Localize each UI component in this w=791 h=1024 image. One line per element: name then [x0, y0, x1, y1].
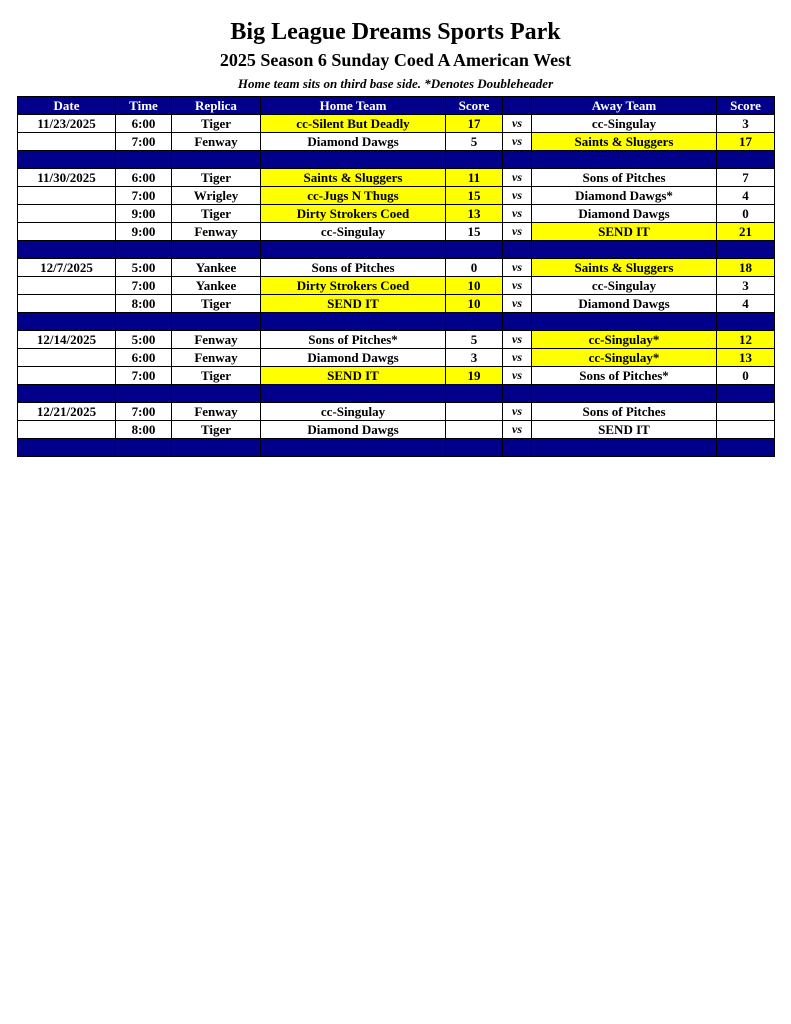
- column-header-home-score: Score: [446, 97, 503, 115]
- cell-home-score: [446, 403, 503, 421]
- cell-away-score: 13: [717, 349, 775, 367]
- cell-date: 11/30/2025: [18, 169, 116, 187]
- cell-away-team: SEND IT: [532, 421, 717, 439]
- cell-date: [18, 349, 116, 367]
- cell-away-team: SEND IT: [532, 223, 717, 241]
- cell-away-score: 0: [717, 367, 775, 385]
- cell-away-team: Saints & Sluggers: [532, 133, 717, 151]
- schedule-table: [17, 96, 775, 457]
- week-separator-row: [18, 385, 775, 403]
- cell-home-team: SEND IT: [261, 367, 446, 385]
- cell-home-team: Diamond Dawgs: [261, 349, 446, 367]
- cell-replica: Fenway: [172, 133, 261, 151]
- cell-home-team: cc-Jugs N Thugs: [261, 187, 446, 205]
- week-separator-row: [18, 241, 775, 259]
- table-header-row: [18, 97, 775, 115]
- table-row: [18, 421, 775, 439]
- table-row: [18, 223, 775, 241]
- cell-replica: Tiger: [172, 205, 261, 223]
- cell-time: 5:00: [116, 331, 172, 349]
- cell-home-score: 0: [446, 259, 503, 277]
- cell-time: 6:00: [116, 349, 172, 367]
- column-header-away-score: Score: [717, 97, 775, 115]
- cell-replica: Fenway: [172, 331, 261, 349]
- cell-vs: vs: [503, 421, 532, 439]
- table-row: [18, 331, 775, 349]
- cell-away-team: Diamond Dawgs: [532, 295, 717, 313]
- cell-home-score: [446, 421, 503, 439]
- cell-home-team: Sons of Pitches: [261, 259, 446, 277]
- cell-vs: vs: [503, 187, 532, 205]
- cell-away-team: Saints & Sluggers: [532, 259, 717, 277]
- cell-away-score: 0: [717, 205, 775, 223]
- page-title: Big League Dreams Sports Park: [230, 19, 561, 45]
- cell-away-team: cc-Singulay: [532, 115, 717, 133]
- cell-away-team: Diamond Dawgs*: [532, 187, 717, 205]
- cell-time: 6:00: [116, 169, 172, 187]
- cell-home-team: Diamond Dawgs: [261, 133, 446, 151]
- cell-vs: vs: [503, 331, 532, 349]
- cell-date: [18, 133, 116, 151]
- cell-away-team: cc-Singulay*: [532, 331, 717, 349]
- cell-home-score: 5: [446, 331, 503, 349]
- cell-date: [18, 421, 116, 439]
- cell-date: [18, 367, 116, 385]
- cell-away-team: cc-Singulay*: [532, 349, 717, 367]
- cell-replica: Fenway: [172, 349, 261, 367]
- cell-away-score: 3: [717, 277, 775, 295]
- cell-date: [18, 205, 116, 223]
- cell-away-score: 21: [717, 223, 775, 241]
- cell-date: 12/14/2025: [18, 331, 116, 349]
- cell-vs: vs: [503, 403, 532, 421]
- cell-date: [18, 277, 116, 295]
- cell-vs: vs: [503, 295, 532, 313]
- cell-date: [18, 295, 116, 313]
- cell-away-team: Sons of Pitches: [532, 169, 717, 187]
- cell-home-score: 11: [446, 169, 503, 187]
- cell-home-team: Saints & Sluggers: [261, 169, 446, 187]
- week-separator-row: [18, 439, 775, 457]
- cell-vs: vs: [503, 259, 532, 277]
- cell-vs: vs: [503, 277, 532, 295]
- week-separator-row: [18, 151, 775, 169]
- cell-time: 7:00: [116, 277, 172, 295]
- cell-away-team: cc-Singulay: [532, 277, 717, 295]
- cell-vs: vs: [503, 169, 532, 187]
- cell-home-score: 13: [446, 205, 503, 223]
- cell-home-team: cc-Singulay: [261, 223, 446, 241]
- cell-away-score: 7: [717, 169, 775, 187]
- cell-home-team: Diamond Dawgs: [261, 421, 446, 439]
- column-header-replica: Replica: [172, 97, 261, 115]
- cell-replica: Tiger: [172, 295, 261, 313]
- table-row: [18, 277, 775, 295]
- cell-replica: Tiger: [172, 367, 261, 385]
- table-row: [18, 187, 775, 205]
- cell-home-team: cc-Silent But Deadly: [261, 115, 446, 133]
- cell-replica: Yankee: [172, 259, 261, 277]
- cell-away-score: 4: [717, 295, 775, 313]
- cell-replica: Yankee: [172, 277, 261, 295]
- cell-time: 6:00: [116, 115, 172, 133]
- column-header-date: Date: [18, 97, 116, 115]
- cell-time: 9:00: [116, 205, 172, 223]
- table-row: [18, 169, 775, 187]
- cell-home-team: Sons of Pitches*: [261, 331, 446, 349]
- cell-time: 5:00: [116, 259, 172, 277]
- cell-home-team: SEND IT: [261, 295, 446, 313]
- cell-away-score: 17: [717, 133, 775, 151]
- cell-date: 12/7/2025: [18, 259, 116, 277]
- cell-home-score: 15: [446, 187, 503, 205]
- cell-away-team: Diamond Dawgs: [532, 205, 717, 223]
- cell-home-score: 19: [446, 367, 503, 385]
- cell-vs: vs: [503, 205, 532, 223]
- cell-away-score: 4: [717, 187, 775, 205]
- cell-home-score: 3: [446, 349, 503, 367]
- table-row: [18, 349, 775, 367]
- cell-date: [18, 187, 116, 205]
- cell-home-team: Dirty Strokers Coed: [261, 205, 446, 223]
- cell-vs: vs: [503, 133, 532, 151]
- cell-vs: vs: [503, 223, 532, 241]
- cell-away-score: 12: [717, 331, 775, 349]
- cell-replica: Fenway: [172, 403, 261, 421]
- table-row: [18, 259, 775, 277]
- column-header-home-team: Home Team: [261, 97, 446, 115]
- cell-away-score: 3: [717, 115, 775, 133]
- cell-time: 8:00: [116, 295, 172, 313]
- cell-away-score: [717, 421, 775, 439]
- cell-replica: Fenway: [172, 223, 261, 241]
- table-row: [18, 403, 775, 421]
- page-subtitle: 2025 Season 6 Sunday Coed A American West: [219, 50, 572, 70]
- schedule-note: Home team sits on third base side. *Denotes Doubleheader: [237, 76, 554, 91]
- cell-home-score: 10: [446, 295, 503, 313]
- cell-time: 7:00: [116, 133, 172, 151]
- column-header-time: Time: [116, 97, 172, 115]
- column-header-vs: [503, 97, 532, 115]
- cell-away-team: Sons of Pitches*: [532, 367, 717, 385]
- cell-home-score: 17: [446, 115, 503, 133]
- table-row: [18, 205, 775, 223]
- cell-time: 9:00: [116, 223, 172, 241]
- cell-away-score: [717, 403, 775, 421]
- cell-replica: Tiger: [172, 169, 261, 187]
- cell-home-team: Dirty Strokers Coed: [261, 277, 446, 295]
- table-row: [18, 367, 775, 385]
- cell-home-score: 10: [446, 277, 503, 295]
- cell-time: 7:00: [116, 187, 172, 205]
- table-row: [18, 295, 775, 313]
- cell-date: [18, 223, 116, 241]
- cell-away-score: 18: [717, 259, 775, 277]
- cell-time: 7:00: [116, 367, 172, 385]
- cell-home-score: 15: [446, 223, 503, 241]
- cell-vs: vs: [503, 367, 532, 385]
- cell-home-team: cc-Singulay: [261, 403, 446, 421]
- cell-replica: Tiger: [172, 115, 261, 133]
- cell-away-team: Sons of Pitches: [532, 403, 717, 421]
- cell-vs: vs: [503, 115, 532, 133]
- week-separator-row: [18, 313, 775, 331]
- cell-replica: Wrigley: [172, 187, 261, 205]
- cell-date: 11/23/2025: [18, 115, 116, 133]
- table-row: [18, 115, 775, 133]
- column-header-away-team: Away Team: [532, 97, 717, 115]
- cell-replica: Tiger: [172, 421, 261, 439]
- cell-date: 12/21/2025: [18, 403, 116, 421]
- cell-time: 7:00: [116, 403, 172, 421]
- cell-vs: vs: [503, 349, 532, 367]
- cell-time: 8:00: [116, 421, 172, 439]
- table-row: [18, 133, 775, 151]
- cell-home-score: 5: [446, 133, 503, 151]
